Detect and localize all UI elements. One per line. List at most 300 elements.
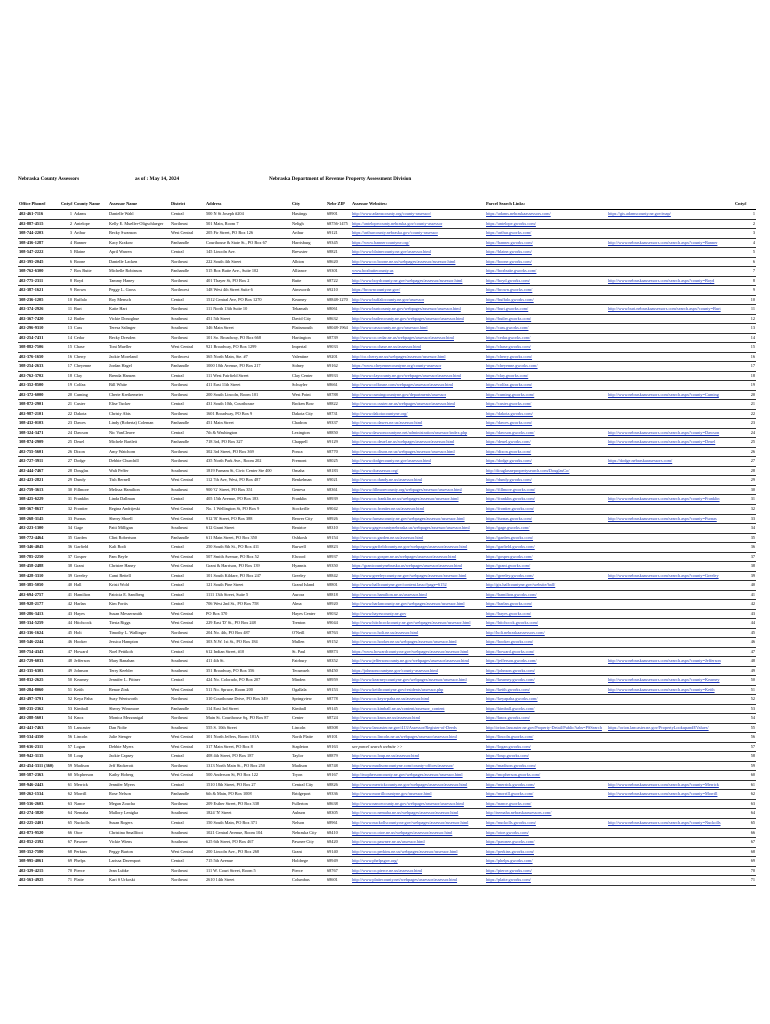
- cnty-cell: 52: [60, 695, 73, 705]
- city-cell: Stockville: [291, 504, 326, 514]
- parcel-search-link[interactable]: https://brown.gworks.com/: [485, 286, 607, 296]
- county-name-cell: Douglas: [73, 466, 108, 476]
- cnty-cell-right: 14: [734, 333, 756, 343]
- website-link[interactable]: http://www.hayescounty.ne.gov: [351, 609, 451, 619]
- zip-cell: 68025: [326, 457, 351, 467]
- parcel-search-link[interactable]: https://madison.gworks.com/: [485, 761, 607, 771]
- zip-cell: 68939: [326, 495, 351, 505]
- zip-cell: 68959: [326, 676, 351, 686]
- parcel-search-link[interactable]: https://cherry.gworks.com/: [485, 352, 607, 362]
- assessor-name-cell: Julie Stenger: [108, 733, 170, 743]
- district-cell: Northeast: [170, 457, 205, 467]
- website-link[interactable]: http://www.co.kimball.ne.us/content/assessor_content: [351, 704, 451, 714]
- website-link[interactable]: http://www.dakotacountyne.org/: [351, 409, 451, 419]
- parcel-search-link-2[interactable]: http://www.nebraskaassessors.com/search.aspx?county=Greeley: [607, 571, 734, 581]
- website-link[interactable]: http://www.co.franklin.ne.us/webpages/assessor/assessor.html: [351, 495, 451, 505]
- website-link[interactable]: http://www.adamscounty.org/county-assessor/: [351, 210, 451, 220]
- parcel-search-link[interactable]: http://orion.lancaster.ne.gov/Property-Detail/Public?tabs=PSSearch: [485, 723, 607, 733]
- blank-cell: [451, 333, 485, 343]
- blank-cell: [451, 504, 485, 514]
- assessor-name-cell: Teresa Salinger: [108, 324, 170, 334]
- parcel-search-link-2[interactable]: http://www.nebraskaassessors.com/search.aspx?county=Nuckolls: [607, 819, 734, 829]
- blank-cell: [451, 761, 485, 771]
- district-cell: Northeast: [170, 695, 205, 705]
- parcel-search-link[interactable]: https://franklin.gworks.com/: [485, 495, 607, 505]
- phone-cell: 308-425-6229: [18, 495, 60, 505]
- city-cell: Valentine: [291, 352, 326, 362]
- blank-cell: [451, 267, 485, 277]
- website-link[interactable]: http://www.co.custer.ne.us/webpages/assessor/assessor.html: [351, 400, 451, 410]
- website-link[interactable]: https://antelopecounty.nebraska.gov/county-assessor: [351, 219, 451, 229]
- website-link[interactable]: http://www.co.lincoln.ne.us/webpages/assessor/assessor.html: [351, 733, 451, 743]
- parcel-search-link[interactable]: https://boxbutte.gworks.com/: [485, 267, 607, 277]
- blank-cell: [451, 286, 485, 296]
- parcel-search-link[interactable]: https://harlan.gworks.com/: [485, 600, 607, 610]
- website-link[interactable]: http://www.hallcountyne.gov/content.lasso?page=6152: [351, 581, 451, 591]
- address-cell: 101 South Kildare, PO Box 247: [205, 571, 291, 581]
- parcel-search-link[interactable]: https://pierce.gworks.com/: [485, 866, 607, 876]
- parcel-search-link[interactable]: https://banner.gworks.com/: [485, 238, 607, 248]
- parcel-search-link[interactable]: https://merrick.gworks.com/: [485, 780, 607, 790]
- parcel-search-link-2[interactable]: http://www.burt.nebraskaassessors.com/search.aspx?county=Burt: [607, 305, 734, 315]
- website-link[interactable]: http://www.co.keya-paha.ne.us/assessor.html: [351, 695, 451, 705]
- website-link[interactable]: http://www.casscounty.ne.gov/assessor.html: [351, 324, 451, 334]
- address-cell: 515 Box Butte Ave., Suite 102: [205, 267, 291, 277]
- parcel-search-link[interactable]: https://nance.gworks.com/: [485, 799, 607, 809]
- website-link[interactable]: http://www.co.frontier.ne.us/assessor.html: [351, 504, 451, 514]
- address-cell: 401 Thayer St, PO Box 2: [205, 276, 291, 286]
- blank-cell: [451, 609, 485, 619]
- table-row: [18, 286, 756, 296]
- website-link[interactable]: http://www.co.hooker.ne.us/webpages/assessor/assessor.html: [351, 638, 451, 648]
- parcel-search-link[interactable]: https://burt.gworks.com/: [485, 305, 607, 315]
- district-cell: West Central: [170, 343, 205, 353]
- parcel-search-link[interactable]: https://pawnee.gworks.com/: [485, 838, 607, 848]
- website-link[interactable]: http://www.blainecounty.ne.gov/assessor.html: [351, 248, 451, 258]
- parcel-search-link[interactable]: https://dixon.gworks.com/: [485, 447, 607, 457]
- assessor-name-cell: Kari S Urkoski: [108, 876, 170, 886]
- zip-cell: 68739: [326, 333, 351, 343]
- city-cell: Central City: [291, 780, 326, 790]
- parcel-search-link[interactable]: https://gosper.gworks.com/: [485, 552, 607, 562]
- cnty-cell-right: 24: [734, 428, 756, 438]
- cnty-cell: 66: [60, 828, 73, 838]
- website-link[interactable]: www.boxbuttecounty.us: [351, 267, 451, 277]
- cnty-cell: 11: [60, 305, 73, 315]
- cnty-cell: 37: [60, 552, 73, 562]
- website-link[interactable]: http://www.furnascounty.ne.gov/webpages/assessor/assessor.html: [351, 514, 451, 524]
- parcel-search-link[interactable]: https://custer.gworks.com/: [485, 400, 607, 410]
- parcel-search-link[interactable]: https://howard.gworks.com/: [485, 647, 607, 657]
- assessor-name-cell: Larissa Davenport: [108, 857, 170, 867]
- website-link[interactable]: http://mcphersoncounty.ne.gov/webpages/assessor/assessor.html: [351, 771, 451, 781]
- parcel-search-link-2[interactable]: http://www.nebraskaassessors.com/search.aspx?county=Merrick: [607, 780, 734, 790]
- parcel-search-link[interactable]: https://colfax.gworks.com/: [485, 381, 607, 391]
- parcel-search-link[interactable]: https://otoe.gworks.com/: [485, 828, 607, 838]
- website-link[interactable]: http://www.harlancounty.ne.gov/webpages/assessor/assessor.html: [351, 600, 451, 610]
- website-link[interactable]: http://www.co.chase.ne.us/assessor.html: [351, 343, 451, 353]
- assessor-name-cell: Tish Bernell: [108, 476, 170, 486]
- assessor-name-cell: Tammy Haney: [108, 276, 170, 286]
- website-link[interactable]: http://www.garfieldcounty.ne.gov/webpages/assessor/assessor.html: [351, 543, 451, 553]
- parcel-search-link[interactable]: https://johnson.gworks.com/: [485, 666, 607, 676]
- parcel-search-link[interactable]: https://knox.gworks.com/: [485, 714, 607, 724]
- table-row: [18, 647, 756, 657]
- blank-cell: [451, 790, 485, 800]
- website-link[interactable]: https://johnsoncountyne.gov/county-assessor.html: [351, 666, 451, 676]
- website-link[interactable]: https://browncounty.ne.gov/: [351, 286, 451, 296]
- website-link[interactable]: http://www.co.deuel.ne.us/webpages/assessor/assessor.html: [351, 438, 451, 448]
- parcel-search-link[interactable]: https://dundy.gworks.com/: [485, 476, 607, 486]
- website-link[interactable]: http://www.nuckollscounty.ne.gov/webpages/assessor/assessor.html: [351, 819, 451, 829]
- district-cell: Northeast: [170, 390, 205, 400]
- parcel-search-link[interactable]: https://dakota.gworks.com/: [485, 409, 607, 419]
- phone-cell: 308-268-3145: [18, 514, 60, 524]
- county-name-cell: Blaine: [73, 248, 108, 258]
- website-link[interactable]: http://www.co.holt.ne.us/assessor.html: [351, 628, 451, 638]
- website-link[interactable]: http://www.plattecounty.net/webpages/assessor/assessor.html: [351, 876, 451, 886]
- phone-cell: 402-254-7431: [18, 333, 60, 343]
- parcel-search-link[interactable]: http://holt.nebraskaassessors.com/: [485, 628, 607, 638]
- website-link[interactable]: http://www.keithcountyne.gov/residents/assessor.php: [351, 685, 451, 695]
- assessor-name-cell: Peggy L. Gross: [108, 286, 170, 296]
- col-header-cnty-right: Cnty#: [734, 200, 756, 210]
- parcel-search-link[interactable]: https://cass.gworks.com/: [485, 324, 607, 334]
- parcel-search-link[interactable]: https://cheyenne.gworks.com/: [485, 362, 607, 372]
- parcel-search-link[interactable]: https://garfield.gworks.com/: [485, 543, 607, 553]
- parcel-search-link[interactable]: https://keyapaha.gworks.com/: [485, 695, 607, 705]
- zip-cell: 68410: [326, 828, 351, 838]
- table-row: [18, 838, 756, 848]
- district-cell: Central: [170, 819, 205, 829]
- parcel-search-link[interactable]: https://lincoln.gworks.com/: [485, 733, 607, 743]
- website-link[interactable]: http://www.nancecounty.ne.gov/webpages/assessor/assessor.html: [351, 799, 451, 809]
- county-name-cell: Furnas: [73, 514, 108, 524]
- parcel-search-link[interactable]: https://adams.nebraskaassessors.com/: [485, 210, 607, 220]
- zip-cell: 68901: [326, 210, 351, 220]
- parcel-search-link[interactable]: https://frontier.gworks.com/: [485, 504, 607, 514]
- table-row: [18, 229, 756, 239]
- website-link[interactable]: https://grantcountynebraska.us/webpages/assessor/assessor.html: [351, 562, 451, 572]
- city-cell: Grant: [291, 847, 326, 857]
- parcel-search-link[interactable]: https://dawson.gworks.com/: [485, 428, 607, 438]
- cnty-cell: 5: [60, 248, 73, 258]
- blank-cell: [451, 343, 485, 353]
- assessor-name-cell: Kathy Hoberg: [108, 771, 170, 781]
- zip-cell: 69163: [326, 742, 351, 752]
- blank-cell: [451, 457, 485, 467]
- parcel-search-link[interactable]: https://mcpherson.gworks.com/: [485, 771, 607, 781]
- parcel-search-link[interactable]: https://loup.gworks.com/: [485, 752, 607, 762]
- county-name-cell: Nuckolls: [73, 819, 108, 829]
- table-row: [18, 514, 756, 524]
- parcel-search-link[interactable]: https://blaine.gworks.com/: [485, 248, 607, 258]
- assessor-name-cell: Becky Dresden: [108, 333, 170, 343]
- website-link[interactable]: https://www.cheyennecountyne.org/county-assessor: [351, 362, 451, 372]
- website-link[interactable]: http://www.co.perkins.ne.us/webpages/assessor/assessor.html: [351, 847, 451, 857]
- parcel-search-link[interactable]: http://nemaha.nebraskaassessors.com/: [485, 809, 607, 819]
- table-row: [18, 295, 756, 305]
- city-cell: Mullen: [291, 638, 326, 648]
- cnty-cell-right: 65: [734, 819, 756, 829]
- parcel-search-link[interactable]: https://platte.gworks.com/: [485, 876, 607, 886]
- cnty-cell: 53: [60, 704, 73, 714]
- table-row: [18, 685, 756, 695]
- parcel-search-link[interactable]: https://arthur.gworks.com/: [485, 229, 607, 239]
- parcel-search-link[interactable]: https://cuming.gworks.com/: [485, 390, 607, 400]
- address-cell: 351 Broadway, PO Box 356: [205, 666, 291, 676]
- website-link[interactable]: http://co.cherry.ne.us/webpages/assessor/assessor.html: [351, 352, 451, 362]
- parcel-search-link[interactable]: https://boyd.gworks.com/: [485, 276, 607, 286]
- city-cell: Beaver City: [291, 514, 326, 524]
- address-cell: 500 N St Joseph #204: [205, 210, 291, 220]
- parcel-search-link[interactable]: https://dawes.gworks.com/: [485, 419, 607, 429]
- cnty-cell: 16: [60, 352, 73, 362]
- address-cell: 1601 Broadway, PO Box 9: [205, 409, 291, 419]
- parcel-search-link-2: [607, 581, 734, 591]
- website-link[interactable]: http://www.co.knox.ne.us/assessor.html: [351, 714, 451, 724]
- parcel-search-link[interactable]: https://dodge.gworks.com/: [485, 457, 607, 467]
- parcel-search-link[interactable]: https://kimball.gworks.com/: [485, 704, 607, 714]
- county-name-cell: Cass: [73, 324, 108, 334]
- assessor-name-cell: Linda Dallman: [108, 495, 170, 505]
- parcel-search-link[interactable]: https://furnas.gworks.com/: [485, 514, 607, 524]
- county-name-cell: Gage: [73, 524, 108, 534]
- website-link[interactable]: http://www.co.nemaha.ne.us/webpages/assessor/assessor.html: [351, 809, 451, 819]
- cnty-cell-right: 41: [734, 590, 756, 600]
- website-link[interactable]: http://www.cumingcountyne.gov/departments/assessor: [351, 390, 451, 400]
- website-link[interactable]: http://www.butlercounty.ne.gov/webpages/assessor/assessor.html: [351, 314, 451, 324]
- blank-cell: [451, 447, 485, 457]
- city-cell: Chappell: [291, 438, 326, 448]
- website-link[interactable]: http://www.co.dawes.ne.us/assessor.html: [351, 419, 451, 429]
- zip-cell: 68949: [326, 857, 351, 867]
- parcel-search-link[interactable]: https://hamilton.gworks.com/: [485, 590, 607, 600]
- parcel-search-link[interactable]: https://phelps.gworks.com/: [485, 857, 607, 867]
- zip-cell: 68638: [326, 799, 351, 809]
- website-link[interactable]: http://www.hitchcockcounty.ne.gov/webpages/assessor/assessor.html: [351, 619, 451, 629]
- parcel-search-link[interactable]: https://gage.gworks.com/: [485, 524, 607, 534]
- table-row: [18, 704, 756, 714]
- cnty-cell-right: 15: [734, 343, 756, 353]
- website-link[interactable]: http://www.boydcounty.ne.gov/webpages/assessor/assessor.html: [351, 276, 451, 286]
- assessor-name-cell: Katie Hart: [108, 305, 170, 315]
- county-name-cell: Nance: [73, 799, 108, 809]
- city-cell: Kimball: [291, 704, 326, 714]
- zip-cell: 68937: [326, 552, 351, 562]
- parcel-search-link-2[interactable]: http://www.nebraskaassessors.com/search.aspx?county=Franklin: [607, 495, 734, 505]
- website-link[interactable]: http://www.dodgecounty.ne.gov/assessor.html: [351, 457, 451, 467]
- parcel-search-link[interactable]: https://keith.gworks.com/: [485, 685, 607, 695]
- parcel-search-link[interactable]: https://nuckolls.gworks.com/: [485, 819, 607, 829]
- parcel-search-link-2[interactable]: http://www.nebraskaassessors.com/search.aspx?county=Boyd: [607, 276, 734, 286]
- parcel-search-link[interactable]: https://clay.gworks.com/: [485, 371, 607, 381]
- website-link[interactable]: http://www.co.boone.ne.us/webpages/assessor/assessor.html: [351, 257, 451, 267]
- zip-cell: 69152: [326, 638, 351, 648]
- parcel-search-link[interactable]: https://grant.gworks.com/: [485, 562, 607, 572]
- parcel-search-link-2: [607, 857, 734, 867]
- col-header-blank: [451, 200, 485, 210]
- website-link[interactable]: http://www.fillmorecounty.org/webpages/assessor/assessor.html: [351, 485, 451, 495]
- phone-cell: 308-352-7580: [18, 847, 60, 857]
- website-link[interactable]: http://www.morrillcountyne.gov/assessor.html: [351, 790, 451, 800]
- parcel-search-link[interactable]: https://deuel.gworks.com/: [485, 438, 607, 448]
- zip-cell: 69033: [326, 343, 351, 353]
- website-link[interactable]: http://www.co.garden.ne.us/assessor.html: [351, 533, 451, 543]
- website-link[interactable]: http://www.jeffersoncounty.ne.gov/webpages/assessor/assessor.html: [351, 657, 451, 667]
- parcel-search-link-2: [607, 562, 734, 572]
- parcel-search-link-2[interactable]: http://www.nebraskaassessors.com/search.aspx?county=Furnas: [607, 514, 734, 524]
- parcel-search-link[interactable]: https://hitchcock.gworks.com/: [485, 619, 607, 629]
- website-link[interactable]: http://www.co.otoe.ne.us/webpages/assessor/assessor.html: [351, 828, 451, 838]
- website-link[interactable]: see parcel search website >>: [351, 742, 451, 752]
- parcel-search-link[interactable]: https://perkins.gworks.com/: [485, 847, 607, 857]
- district-cell: West Central: [170, 847, 205, 857]
- parcel-search-link-2: [607, 866, 734, 876]
- zip-cell: 68352: [326, 657, 351, 667]
- website-link[interactable]: http://www.burtcounty.ne.gov/webpages/assessor/assessor.html: [351, 305, 451, 315]
- phone-cell: 402-887-4515: [18, 219, 60, 229]
- county-name-cell: Dawes: [73, 419, 108, 429]
- website-link[interactable]: http://www.gagecountynebraska.us/webpages/assessor/assessor.html: [351, 524, 451, 534]
- cnty-cell-right: 10: [734, 295, 756, 305]
- zip-cell: 68873: [326, 647, 351, 657]
- parcel-search-link-2[interactable]: http://www.nebraskaassessors.com/search.aspx?county=Keith: [607, 685, 734, 695]
- website-link[interactable]: http://www.greeleycounty.ne.gov/webpages/assessor/assessor.html: [351, 571, 451, 581]
- city-cell: West Point: [291, 390, 326, 400]
- parcel-search-link[interactable]: https://butler.gworks.com/: [485, 314, 607, 324]
- county-name-cell: Dawson: [73, 428, 108, 438]
- website-link[interactable]: http://www.lancaster.ne.gov/413/Assessor/Register-of-Deeds: [351, 723, 451, 733]
- zip-cell: 69345: [326, 238, 351, 248]
- website-link[interactable]: http://www.co.dixon.ne.us/webpages/assessor/assessor.html: [351, 447, 451, 457]
- zip-cell: 68361: [326, 485, 351, 495]
- blank-cell: [451, 866, 485, 876]
- zip-cell: 68061: [326, 305, 351, 315]
- phone-cell: 308-284-8060: [18, 685, 60, 695]
- city-cell: Lincoln: [291, 723, 326, 733]
- website-link[interactable]: http://www.buffalocounty.ne.gov/assessor: [351, 295, 451, 305]
- website-link[interactable]: http://www.kearneycountyne.gov/webpages/assessor/assessor.html: [351, 676, 451, 686]
- city-cell: Alliance: [291, 267, 326, 277]
- parcel-search-link-2[interactable]: http://www.nebraskaassessors.com/search.aspx?county=Jefferson: [607, 657, 734, 667]
- city-cell: Albion: [291, 257, 326, 267]
- website-link[interactable]: http://www.co.pierce.ne.us/assessor.html: [351, 866, 451, 876]
- parcel-search-link-2[interactable]: http://www.nebraskaassessors.com/search.aspx?county=Morrill: [607, 790, 734, 800]
- city-cell: Tryon: [291, 771, 326, 781]
- website-link[interactable]: https://www.bannercountyne.org/: [351, 238, 451, 248]
- parcel-search-link-2[interactable]: https://gis.adamscounty.ne.gov/map/: [607, 210, 734, 220]
- table-row: [18, 210, 756, 220]
- parcel-search-link-2: [607, 371, 734, 381]
- parcel-search-link[interactable]: https://cedar.gworks.com/: [485, 333, 607, 343]
- cnty-cell-right: 38: [734, 562, 756, 572]
- county-name-cell: Otoe: [73, 828, 108, 838]
- cnty-cell-right: 48: [734, 657, 756, 667]
- county-name-cell: Dakota: [73, 409, 108, 419]
- parcel-search-link[interactable]: https://morrill.gworks.com/: [485, 790, 607, 800]
- city-cell: Minden: [291, 676, 326, 686]
- parcel-search-link-2[interactable]: https://dodge.nebraskaassessors.com/: [607, 457, 734, 467]
- cnty-cell: 71: [60, 876, 73, 886]
- parcel-search-link-2[interactable]: http://www.nebraskaassessors.com/search.aspx?county=Dawson: [607, 428, 734, 438]
- parcel-search-link-2: [607, 695, 734, 705]
- cnty-cell-right: 22: [734, 409, 756, 419]
- website-link[interactable]: http://www.co.dundy.ne.us/assessor.html: [351, 476, 451, 486]
- website-link[interactable]: https://arthurcounty.nebraska.gov/county-assessor: [351, 229, 451, 239]
- cnty-cell: 15: [60, 343, 73, 353]
- parcel-search-link[interactable]: https://boone.gworks.com/: [485, 257, 607, 267]
- website-link[interactable]: http://www.colfaxne.com/webpages/assessor/assessor.html: [351, 381, 451, 391]
- website-link[interactable]: http://www.co.cedar.ne.us/webpages/assessor/assessor.html: [351, 333, 451, 343]
- parcel-search-link[interactable]: https://antelope.gworks.com/: [485, 219, 607, 229]
- website-link[interactable]: http://www.co.gosper.ne.us/webpages/assessor/assessor.html: [351, 552, 451, 562]
- zip-cell: 68508: [326, 723, 351, 733]
- blank-cell: [451, 533, 485, 543]
- table-row: [18, 400, 756, 410]
- parcel-search-link[interactable]: https://greeley.gworks.com/: [485, 571, 607, 581]
- website-link[interactable]: http://www.co.pawnee.ne.us/assessor.html: [351, 838, 451, 848]
- phone-cell: 402-454-3311 (360): [18, 761, 60, 771]
- website-link[interactable]: http://www.dcassessor.org/: [351, 466, 451, 476]
- parcel-search-link-2[interactable]: http://www.nebraskaassessors.com/search.aspx?county=Cuming: [607, 390, 734, 400]
- cnty-cell-right: 62: [734, 790, 756, 800]
- blank-cell: [451, 219, 485, 229]
- parcel-search-link-2[interactable]: http://www.nebraskaassessors.com/search.aspx?county=Kearney: [607, 676, 734, 686]
- parcel-search-link[interactable]: https://garden.gworks.com/: [485, 533, 607, 543]
- parcel-search-link[interactable]: http://gis.hallcountyne.gov/website/hall/: [485, 581, 607, 591]
- parcel-search-link[interactable]: https://jefferson.gworks.com/: [485, 657, 607, 667]
- website-link[interactable]: http://www.claycounty.ne.gov/webpages/assessor/assessor.html: [351, 371, 451, 381]
- parcel-search-link-2[interactable]: http://www.nebraskaassessors.com/search.aspx?county=Deuel: [607, 438, 734, 448]
- website-link[interactable]: http://www.co.loup.ne.us/assessor.html: [351, 752, 451, 762]
- table-row: [18, 257, 756, 267]
- district-cell: Central: [170, 676, 205, 686]
- table-row: [18, 790, 756, 800]
- assessor-name-cell: Renae Zink: [108, 685, 170, 695]
- parcel-search-link[interactable]: https://kearney.gworks.com/: [485, 676, 607, 686]
- website-link[interactable]: http://www.merrickcounty.ne.gov/webpages/assessor/assessor.html: [351, 780, 451, 790]
- website-link[interactable]: http://www.phelpsgov.org/: [351, 857, 451, 867]
- website-link[interactable]: https://www.howardcounty.ne.gov/webpages/assessor/assessor.html: [351, 647, 451, 657]
- table-row: [18, 733, 756, 743]
- parcel-search-link-2[interactable]: http://www.nebraskaassessors.com/search.aspx?county=Banner: [607, 238, 734, 248]
- blank-cell: [451, 295, 485, 305]
- cnty-cell-right: 21: [734, 400, 756, 410]
- website-link[interactable]: http://www.co.hamilton.ne.us/assessor.html: [351, 590, 451, 600]
- parcel-search-link[interactable]: https://hooker.gworks.com/: [485, 638, 607, 648]
- website-link[interactable]: http://www.madisoncountyne.com/county-offices/assessor/: [351, 761, 451, 771]
- website-link[interactable]: http://www.dawsoncountyne.net/administration/assessor/index.php: [351, 428, 451, 438]
- blank-cell: [451, 685, 485, 695]
- zip-cell: 69145: [326, 704, 351, 714]
- table-row: [18, 504, 756, 514]
- address-cell: Grant & Harrison, PO Box 139: [205, 562, 291, 572]
- parcel-search-link[interactable]: https://buffalo.gworks.com/: [485, 295, 607, 305]
- parcel-search-link[interactable]: https://fillmore.gworks.com/: [485, 485, 607, 495]
- parcel-search-link[interactable]: https://hayes.gworks.com/: [485, 609, 607, 619]
- parcel-search-link[interactable]: http://douglasnepropertysearch.com/DouglasCo/: [485, 466, 607, 476]
- district-cell: Central: [170, 210, 205, 220]
- zip-cell: 69129: [326, 438, 351, 448]
- phone-cell: 402-376-1650: [18, 352, 60, 362]
- parcel-search-link[interactable]: https://logan.gworks.com/: [485, 742, 607, 752]
- parcel-search-link[interactable]: https://chase.gworks.com/: [485, 343, 607, 353]
- county-name-cell: Hamilton: [73, 590, 108, 600]
- parcel-search-link-2[interactable]: https://orion.lancaster.ne.gov/PropertyLookupandEValues/: [607, 723, 734, 733]
- address-cell: 205 Fir Street, PO Box 126: [205, 229, 291, 239]
- cnty-cell-right: 51: [734, 685, 756, 695]
